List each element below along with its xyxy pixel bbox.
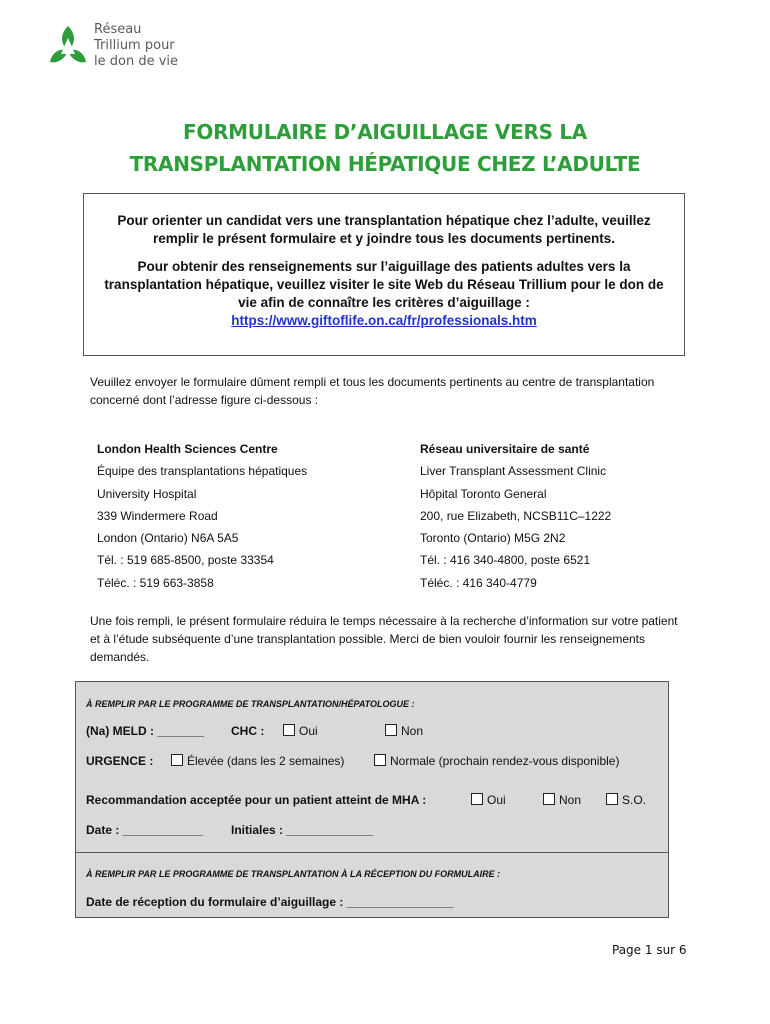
mha-non-option[interactable]	[543, 793, 581, 807]
urgence-normale-checkbox[interactable]	[374, 754, 386, 766]
info-paragraph-2: Pour obtenir des renseignements sur l’aiguillage des patients adultes vers la transplantation hépatique, veuillez visiter le site Web du Réseau Trillium pour le don de vie afin de connaître les critères d’aiguillage :	[104, 259, 664, 310]
mha-oui-option[interactable]	[471, 793, 506, 807]
center-line: 339 Windermere Road	[97, 508, 218, 523]
option-label: Non	[559, 793, 582, 807]
page-number: Page 1 sur 6	[612, 943, 687, 957]
option-label: Élevée (dans les 2 semaines)	[187, 754, 345, 768]
logo-line-1: Réseau	[94, 22, 142, 37]
center-line: 200, rue Elizabeth, NCSB11C–1222	[420, 508, 612, 523]
center-line: University Hospital	[97, 486, 197, 501]
title-line-1: FORMULAIRE D’AIGUILLAGE VERS LA	[183, 120, 587, 144]
urgence-normale-option[interactable]	[374, 754, 619, 768]
center-line: London (Ontario) N6A 5A5	[97, 531, 239, 546]
option-label: Normale (prochain rendez-vous disponible)	[390, 754, 620, 768]
center-phone: Tél. : 519 685-8500, poste 33354	[97, 553, 274, 568]
center-line: Équipe des transplantations hépatiques	[97, 464, 308, 479]
section-divider	[76, 852, 668, 853]
mha-so-checkbox[interactable]	[606, 793, 618, 805]
section-2-header: À REMPLIR PAR LE PROGRAMME DE TRANSPLANTATION À LA RÉCEPTION DU FORMULAIRE :	[86, 869, 501, 879]
urgence-label: URGENCE :	[86, 754, 154, 768]
reception-date-field[interactable]: Date de réception du formulaire d’aiguillage : ________________	[86, 895, 454, 909]
info-paragraph-1: Pour orienter un candidat vers une transplantation hépatique chez l’adulte, veuillez remplir le présent formulaire et y joindre tous les documents pertinents.	[117, 213, 651, 246]
urgence-elevee-option[interactable]	[171, 754, 344, 768]
logo-line-3: le don de vie	[94, 54, 179, 69]
professionals-link[interactable]: https://www.giftoflife.on.ca/fr/professionals.htm	[231, 313, 537, 328]
title-line-2: TRANSPLANTATION HÉPATIQUE CHEZ L’ADULTE	[129, 152, 641, 176]
mha-non-checkbox[interactable]	[543, 793, 555, 805]
center-name: London Health Sciences Centre	[97, 442, 278, 456]
outro-paragraph: Une fois rempli, le présent formulaire réduira le temps nécessaire à la recherche d’information sur votre patient et à l’étude subséquente d’une transplantation possible. Merci de bien vouloir fournir les renseignements demandés.	[90, 614, 678, 664]
mha-label: Recommandation acceptée pour un patient atteint de MHA :	[86, 793, 427, 807]
center-line: Liver Transplant Assessment Clinic	[420, 464, 607, 479]
center-lhsc	[97, 438, 307, 594]
center-fax: Téléc. : 416 340-4779	[420, 575, 537, 590]
center-line: Hôpital Toronto General	[420, 486, 547, 501]
initiales-field[interactable]: Initiales : _____________	[231, 823, 374, 837]
intro-paragraph: Veuillez envoyer le formulaire dûment rempli et tous les documents pertinents au centre de transplantation concerné dont l’adresse figure ci-dessous :	[90, 375, 655, 407]
chc-non-checkbox[interactable]	[385, 724, 397, 736]
mha-oui-checkbox[interactable]	[471, 793, 483, 805]
trillium-logo-icon	[46, 24, 90, 70]
chc-label: CHC :	[231, 724, 265, 738]
page-title	[0, 116, 770, 180]
info-box	[83, 193, 685, 356]
logo	[46, 22, 179, 74]
center-uhn	[420, 438, 611, 594]
option-label: Non	[401, 724, 424, 738]
mha-so-option[interactable]	[606, 793, 646, 807]
chc-oui-checkbox[interactable]	[283, 724, 295, 736]
section-1-header: À REMPLIR PAR LE PROGRAMME DE TRANSPLANTATION/HÉPATOLOGUE :	[86, 699, 415, 709]
urgence-elevee-checkbox[interactable]	[171, 754, 183, 766]
meld-field[interactable]: (Na) MELD : _______	[86, 724, 205, 738]
chc-non-option[interactable]	[385, 724, 423, 738]
chc-oui-option[interactable]	[283, 724, 318, 738]
center-name: Réseau universitaire de santé	[420, 442, 590, 456]
referral-form	[75, 681, 669, 918]
option-label: S.O.	[622, 793, 647, 807]
logo-line-2: Trillium pour	[94, 38, 175, 53]
center-fax: Téléc. : 519 663-3858	[97, 575, 214, 590]
center-line: Toronto (Ontario) M5G 2N2	[420, 531, 566, 546]
option-label: Oui	[487, 793, 506, 807]
option-label: Oui	[299, 724, 318, 738]
date-field[interactable]: Date : ____________	[86, 823, 203, 837]
center-phone: Tél. : 416 340-4800, poste 6521	[420, 553, 591, 568]
